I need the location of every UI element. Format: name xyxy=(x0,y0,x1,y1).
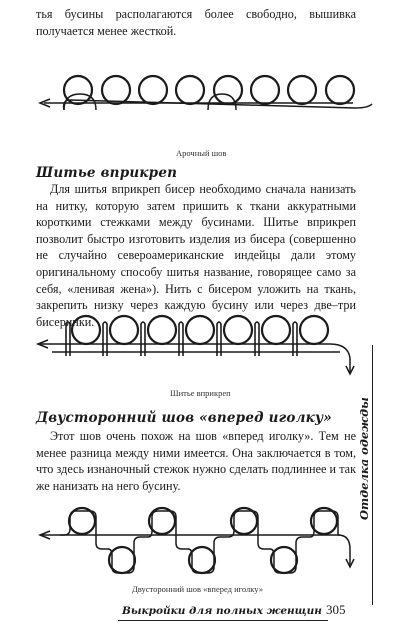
vpriklep-caption: Шитье вприкреп xyxy=(170,388,231,398)
page-number: 305 xyxy=(326,602,346,617)
intro-paragraph: тья бусины располагаются более свободно, вышивка получается менее жесткой. xyxy=(36,7,356,38)
double-running-stitch-figure xyxy=(0,505,416,580)
section-heading-vpriklep: Шитье вприкреп xyxy=(36,165,178,181)
vpriklep-paragraph: Для шитья вприкреп бисер необходимо сначала нанизать на нитку, которую затем пришить к ткани аккуратными короткими стежками между бусинами. Шитье вприкреп позволит быстро изготовить изделия из бисера (совершенно не случайно североамериканские индейцы дали этому оригинальному способу шитья название, говорящее само за себя, «ленивая жена»). Нить с бисером уложить на ткань, закрепить низку через каждую бусину или через две–три бисеринки. xyxy=(36,182,356,329)
double-running-caption: Двусторонний шов «вперед иголку» xyxy=(132,584,264,594)
vpriklep-stitch-figure xyxy=(0,308,416,378)
section-heading-double-running: Двусторонний шов «вперед иголку» xyxy=(36,410,332,426)
side-tab-label: Отделка одежды xyxy=(357,397,371,520)
arch-stitch-figure xyxy=(0,70,416,130)
side-tab-rule xyxy=(372,345,373,605)
footer-rule xyxy=(118,620,328,621)
arch-stitch-caption: Арочный шов xyxy=(176,148,227,158)
double-running-paragraph: Этот шов очень похож на шов «вперед иголку». Тем не менее разница между ними имеется. Она заключается в том, что здесь изнаночный стежок нужно сделать подлиннее и так же нанизать на него бусину. xyxy=(36,429,356,493)
footer-book-title: Выкройки для полных женщин xyxy=(122,605,322,617)
